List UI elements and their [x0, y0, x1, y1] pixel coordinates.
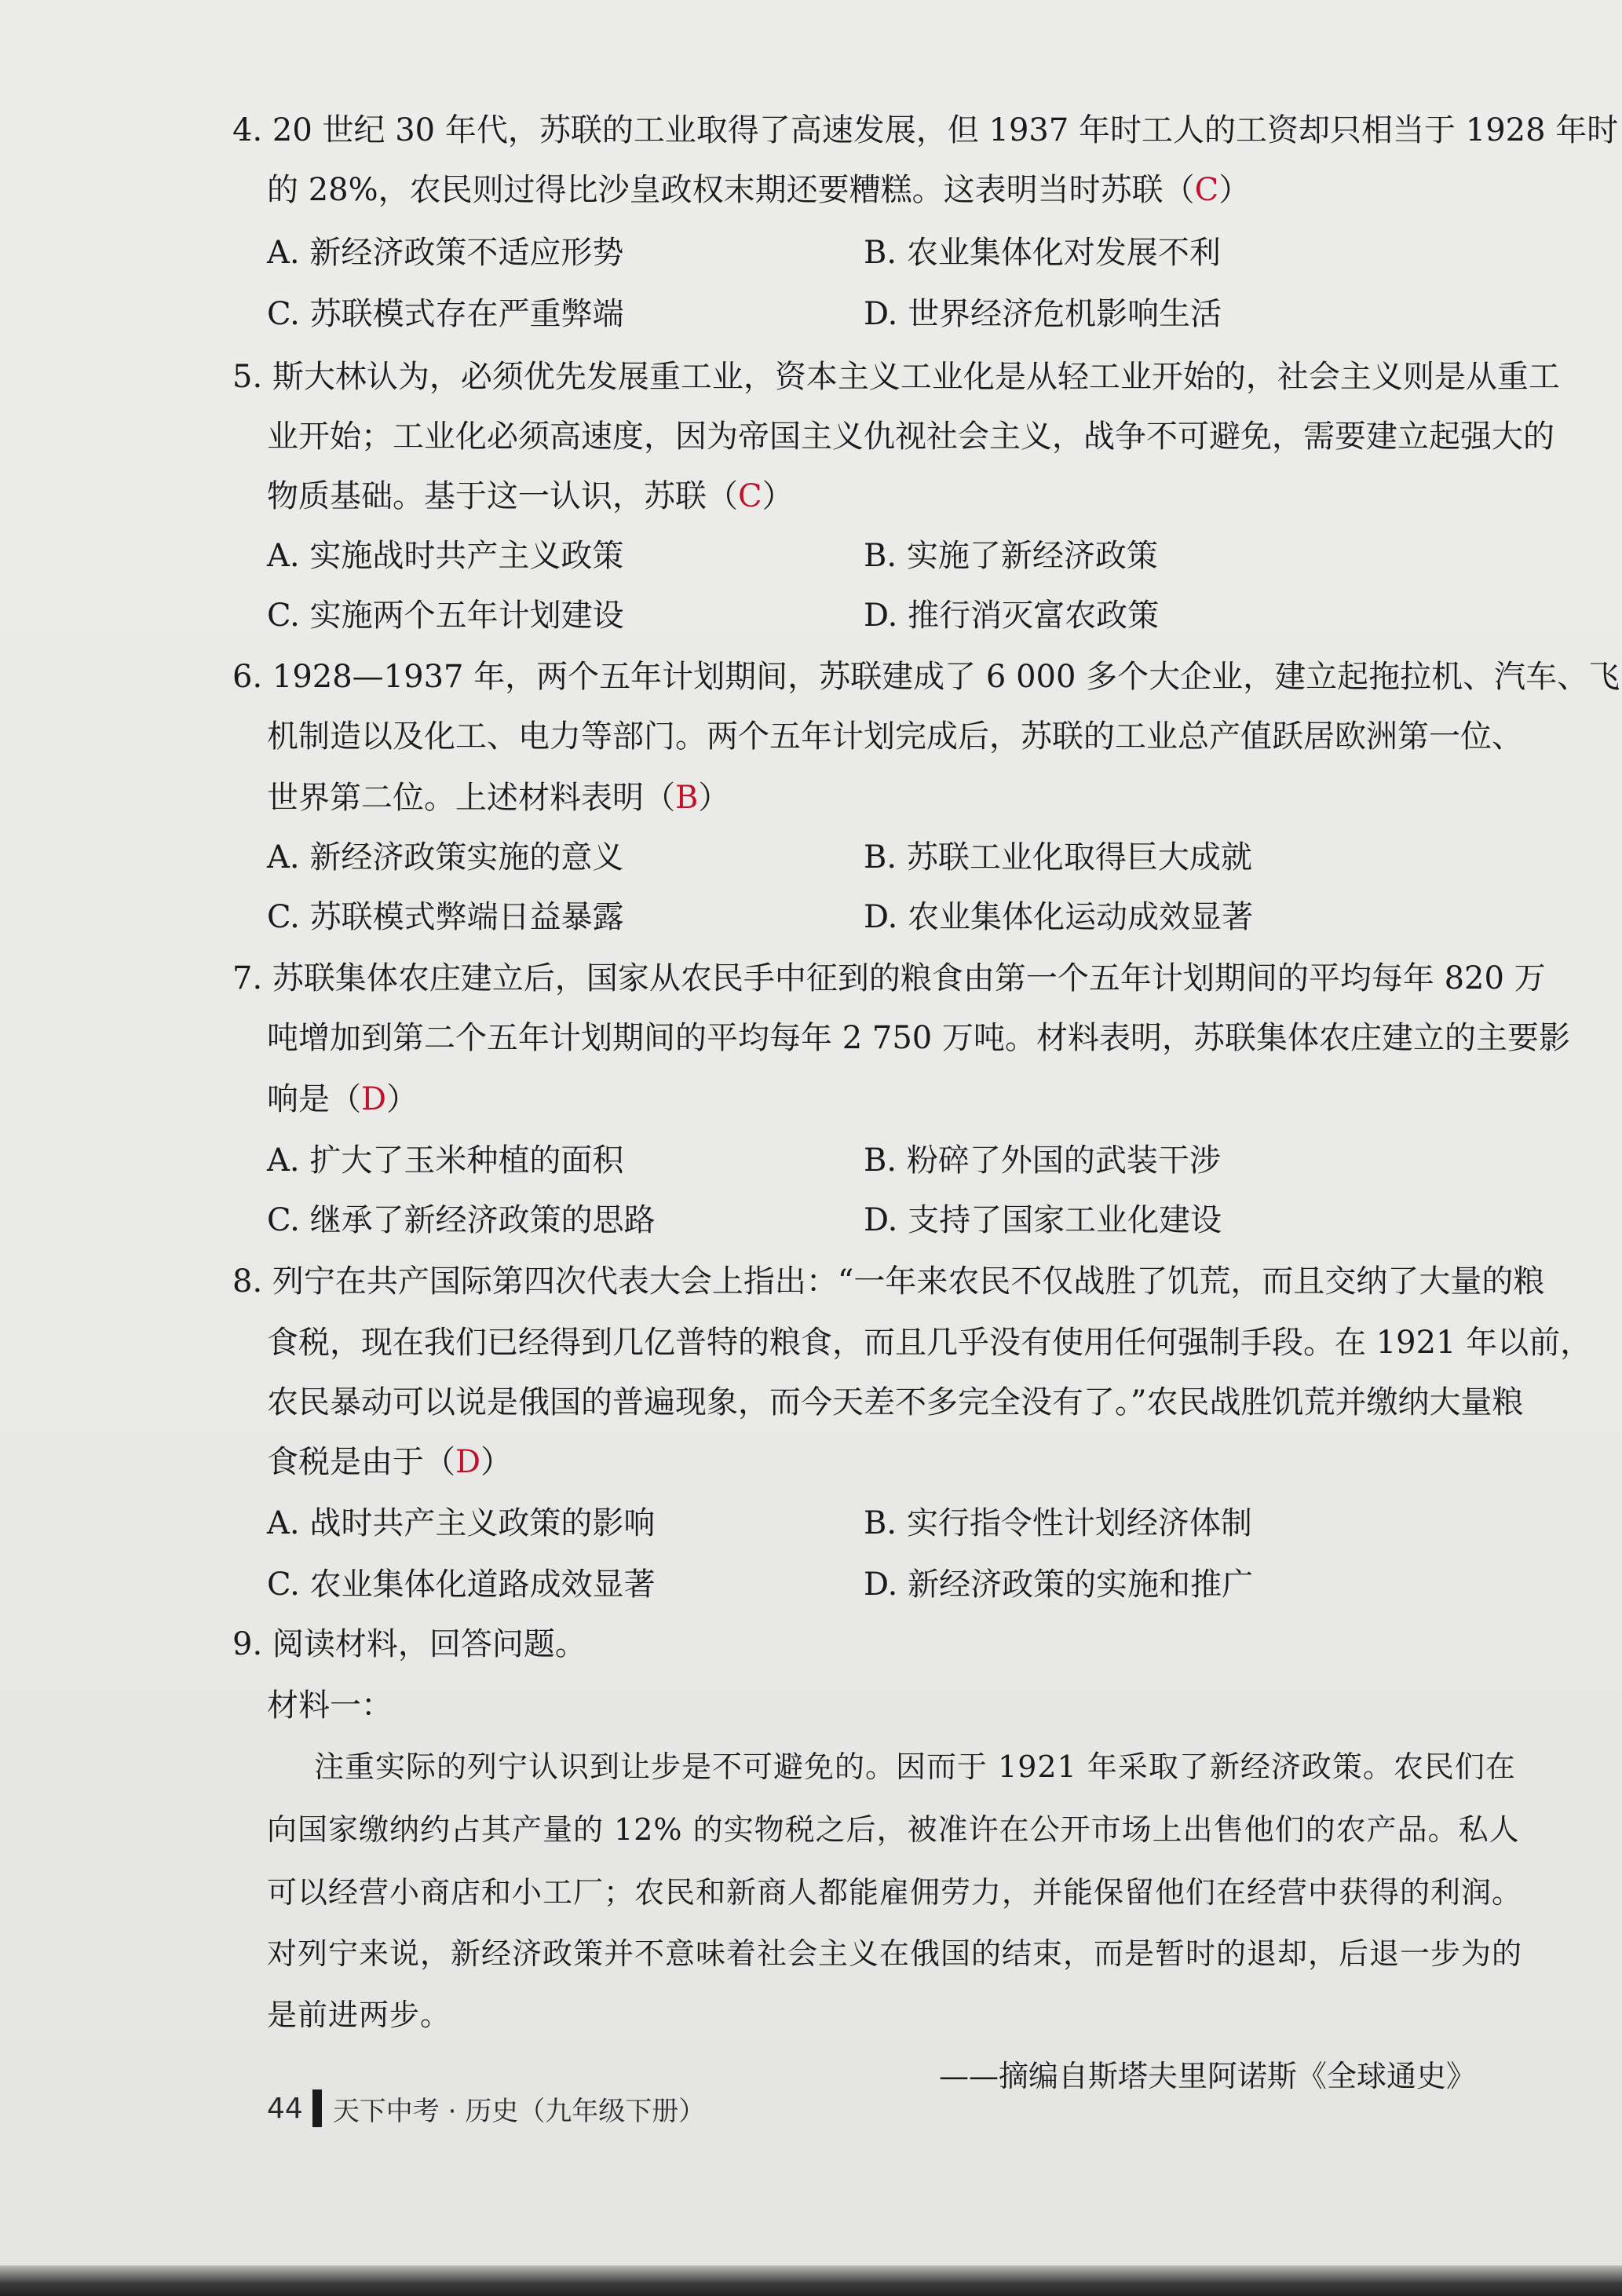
q7-option-d: D. 支持了国家工业化建设: [864, 1202, 1222, 1238]
q8-option-a: A. 战时共产主义政策的影响: [267, 1505, 656, 1541]
q6-stem-line1: 6. 1928—1937 年，两个五年计划期间，苏联建成了 6 000 多个大企业，建立起拖拉机、汽车、飞: [232, 659, 1620, 695]
q8-answer: D: [455, 1444, 481, 1480]
q9-material-line5: 是前进两步。: [267, 1998, 451, 2032]
q9-source-citation: ——摘编自斯塔夫里阿诺斯《全球通史》: [938, 2059, 1476, 2093]
q9-material-label: 材料一：: [267, 1687, 393, 1724]
q9-material-line2: 向国家缴纳约占其产量的 12% 的实物税之后，被准许在公开市场上出售他们的农产品。私人: [267, 1812, 1520, 1847]
q6-option-c: C. 苏联模式弊端日益暴露: [267, 899, 624, 935]
q5-stem-line2: 业开始；工业化必须高速度，因为帝国主义仇视社会主义，战争不可避免，需要建立起强大的: [267, 419, 1554, 455]
q9-material-line1: 注重实际的列宁认识到让步是不可避免的。因而于 1921 年采取了新经济政策。农民们在: [314, 1749, 1516, 1784]
q5-stem-line3: 物质基础。基于这一认识，苏联（C）: [267, 478, 794, 514]
q8-stem-line1: 8. 列宁在共产国际第四次代表大会上指出：“一年来农民不仅战胜了饥荒，而且交纳了大量的粮: [232, 1263, 1545, 1300]
q5-answer: C: [738, 478, 762, 514]
q7-stem-line1: 7. 苏联集体农庄建立后，国家从农民手中征到的粮食由第一个五年计划期间的平均每年 820 万: [232, 960, 1546, 996]
page-edge-shadow: [0, 2265, 1622, 2296]
q8-option-c: C. 农业集体化道路成效显著: [267, 1567, 656, 1603]
q9-material-line3: 可以经营小商店和小工厂；农民和新商人都能雇佣劳力，并能保留他们在经营中获得的利润。: [267, 1875, 1523, 1910]
q6-answer: B: [675, 780, 699, 816]
q6-option-a: A. 新经济政策实施的意义: [267, 839, 624, 876]
q7-option-a: A. 扩大了玉米种植的面积: [267, 1143, 624, 1179]
q8-option-d: D. 新经济政策的实施和推广: [864, 1567, 1254, 1603]
q5-stem-line1: 5. 斯大林认为，必须优先发展重工业，资本主义工业化是从轻工业开始的，社会主义则是从重工: [232, 359, 1560, 395]
q4-stem-line2: 的 28%，农民则过得比沙皇政权末期还要糟糕。这表明当时苏联（C）: [267, 172, 1251, 208]
q7-stem-line2: 吨增加到第二个五年计划期间的平均每年 2 750 万吨。材料表明，苏联集体农庄建立的主要影: [267, 1020, 1570, 1056]
q6-stem-line2: 机制造以及化工、电力等部门。两个五年计划完成后，苏联的工业总产值跃居欧洲第一位、: [267, 718, 1523, 755]
q6-option-b: B. 苏联工业化取得巨大成就: [864, 839, 1252, 876]
q7-option-c: C. 继承了新经济政策的思路: [267, 1202, 656, 1238]
q5-option-a: A. 实施战时共产主义政策: [267, 538, 624, 574]
q7-answer: D: [361, 1081, 387, 1117]
page-footer: [267, 2085, 705, 2132]
q4-stem-line1: 4. 20 世纪 30 年代，苏联的工业取得了高速发展，但 1937 年时工人的工资却只相当于 1928 年时: [232, 112, 1619, 148]
q6-stem-line3: 世界第二位。上述材料表明（B）: [267, 780, 730, 816]
q7-stem-line3: 响是（D）: [267, 1081, 418, 1117]
q7-option-b: B. 粉碎了外国的武装干涉: [864, 1143, 1221, 1179]
q4-answer: C: [1194, 172, 1219, 208]
book-title: 天下中考 · 历史（九年级下册）: [332, 2095, 706, 2127]
footer-divider-bar: [312, 2089, 322, 2127]
q5-option-d: D. 推行消灭富农政策: [864, 598, 1160, 634]
q6-option-d: D. 农业集体化运动成效显著: [864, 899, 1254, 935]
page-number: 44: [267, 2092, 303, 2125]
q9-stem: 9. 阅读材料，回答问题。: [232, 1626, 586, 1662]
q8-stem-line3: 农民暴动可以说是俄国的普遍现象，而今天差不多完全没有了。”农民战胜饥荒并缴纳大量粮: [267, 1384, 1524, 1420]
q9-material-line4: 对列宁来说，新经济政策并不意味着社会主义在俄国的结束，而是暂时的退却，后退一步为的: [267, 1936, 1523, 1971]
q4-option-d: D. 世界经济危机影响生活: [864, 296, 1222, 332]
q5-option-c: C. 实施两个五年计划建设: [267, 598, 624, 634]
q4-option-b: B. 农业集体化对发展不利: [864, 235, 1221, 271]
q5-option-b: B. 实施了新经济政策: [864, 538, 1158, 574]
q8-stem-line4: 食税是由于（D）: [267, 1444, 513, 1480]
q4-option-a: A. 新经济政策不适应形势: [267, 235, 624, 271]
q8-option-b: B. 实行指令性计划经济体制: [864, 1505, 1252, 1541]
q4-option-c: C. 苏联模式存在严重弊端: [267, 296, 624, 332]
q8-stem-line2: 食税，现在我们已经得到几亿普特的粮食，而且几乎没有使用任何强制手段。在 1921 年以前，: [267, 1325, 1592, 1361]
